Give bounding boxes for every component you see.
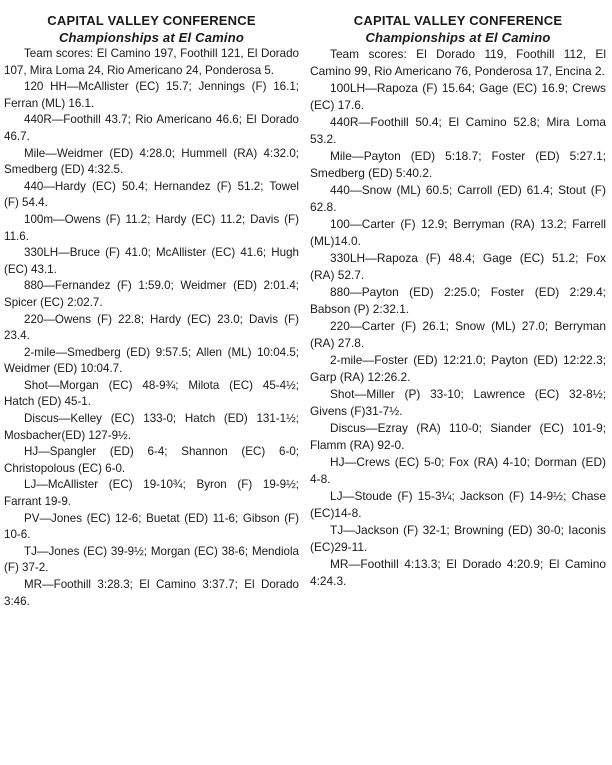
result-entry: 440R—Foothill 43.7; Rio Americano 46.6; El Dorado 46.7. (4, 113, 299, 143)
right-results (310, 46, 606, 590)
result-entry: PV—Jones (EC) 12-6; Buetat (ED) 11-6; Gibson (F) 10-6. (4, 511, 299, 542)
left-title: CAPITAL VALLEY CONFERENCE (47, 13, 256, 28)
result-entry: HJ—Spangler (ED) 6-4; Shannon (EC) 6-0; Christopolous (EC) 6-0. (4, 445, 299, 475)
result-entry: Shot—Morgan (EC) 48-9¾; Milota (EC) 45-4½; Hatch (ED) 45-1. (4, 378, 299, 409)
result-entry: TJ—Jones (EC) 39-9½; Morgan (EC) 38-6; Mendiola (F) 37-2. (4, 544, 299, 575)
result-entry: 330LH—Bruce (F) 41.0; McAllister (EC) 41.6; Hugh (EC) 43.1. (4, 246, 299, 276)
result-entry: 330LH—Rapoza (F) 48.4; Gage (EC) 51.2; Fox (RA) 52.7. (310, 251, 606, 282)
right-column (310, 12, 606, 590)
result-entry: 440—Hardy (EC) 50.4; Hernandez (F) 51.2; Towel (F) 54.4. (4, 179, 299, 210)
result-entry: 440—Snow (ML) 60.5; Carroll (ED) 61.4; Stout (F) 62.8. (310, 183, 606, 214)
result-entry: Team scores: El Camino 197, Foothill 121, El Dorado 107, Mira Loma 24, Rio Americano 24, Ponderosa 5. (4, 47, 299, 77)
result-entry: Discus—Kelley (EC) 133-0; Hatch (ED) 131-1½; Mosbacher(ED) 127-9½. (4, 412, 299, 442)
left-subtitle: Championships at El Camino (58, 30, 245, 45)
right-subtitle: Championships at El Camino (365, 30, 551, 45)
result-entry: 880—Payton (ED) 2:25.0; Foster (ED) 2:29.4; Babson (P) 2:32.1. (310, 285, 606, 316)
result-entry: 120 HH—McAllister (EC) 15.7; Jennings (F) 16.1; Ferran (ML) 16.1. (4, 80, 299, 110)
result-entry: LJ—McAllister (EC) 19-10¾; Byron (F) 19-9½; Farrant 19-9. (4, 478, 299, 509)
result-entry: Shot—Miller (P) 33-10; Lawrence (EC) 32-8½; Givens (F)31-7½. (310, 387, 606, 418)
result-entry: 100LH—Rapoza (F) 15.64; Gage (EC) 16.9; Crews (EC) 17.6. (310, 81, 606, 112)
result-entry: Team scores: El Dorado 119, Foothill 112, El Camino 99, Rio Americano 76, Ponderosa 17, Encina 2. (310, 47, 606, 78)
result-entry: LJ—Stoude (F) 15-3¼; Jackson (F) 14-9½; Chase (EC)14-8. (310, 489, 606, 520)
right-title: CAPITAL VALLEY CONFERENCE (353, 13, 563, 28)
result-entry: 880—Fernandez (F) 1:59.0; Weidmer (ED) 2:01.4; Spicer (EC) 2:02.7. (4, 279, 299, 309)
result-entry: Mile—Weidmer (ED) 4:28.0; Hummell (RA) 4:32.0; Smedberg (ED) 4:32.5. (4, 146, 299, 177)
result-entry: 2-mile—Smedberg (ED) 9:57.5; Allen (ML) 10:04.5; Weidmer (ED) 10:04.7. (4, 345, 299, 376)
result-entry: MR—Foothill 3:28.3; El Camino 3:37.7; El Dorado 3:46. (4, 578, 299, 608)
result-entry: 220—Carter (F) 26.1; Snow (ML) 27.0; Berryman (RA) 27.8. (310, 319, 606, 350)
result-entry: MR—Foothill 4:13.3; El Dorado 4:20.9; El Camino 4:24.3. (310, 557, 606, 588)
left-column (4, 12, 299, 610)
result-entry: HJ—Crews (EC) 5-0; Fox (RA) 4-10; Dorman (ED) 4-8. (310, 455, 606, 486)
left-heading (4, 12, 299, 46)
result-entry: TJ—Jackson (F) 32-1; Browning (ED) 30-0; Iaconis (EC)29-11. (310, 523, 606, 554)
result-entry: Discus—Ezray (RA) 110-0; Siander (EC) 101-9; Flamm (RA) 92-0. (310, 421, 606, 452)
result-entry: 100—Carter (F) 12.9; Berryman (RA) 13.2; Farrell (ML)14.0. (310, 217, 606, 248)
left-results (4, 46, 299, 610)
result-entry: 2-mile—Foster (ED) 12:21.0; Payton (ED) 12:22.3; Garp (RA) 12:26.2. (310, 353, 606, 384)
right-heading (310, 12, 606, 46)
result-entry: 440R—Foothill 50.4; El Camino 52.8; Mira Loma 53.2. (310, 115, 606, 146)
result-entry: Mile—Payton (ED) 5:18.7; Foster (ED) 5:27.1; Smedberg (ED) 5:40.2. (310, 149, 606, 180)
result-entry: 220—Owens (F) 22.8; Hardy (EC) 23.0; Davis (F) 23.4. (4, 312, 299, 343)
result-entry: 100m—Owens (F) 11.2; Hardy (EC) 11.2; Davis (F) 11.6. (4, 212, 299, 243)
